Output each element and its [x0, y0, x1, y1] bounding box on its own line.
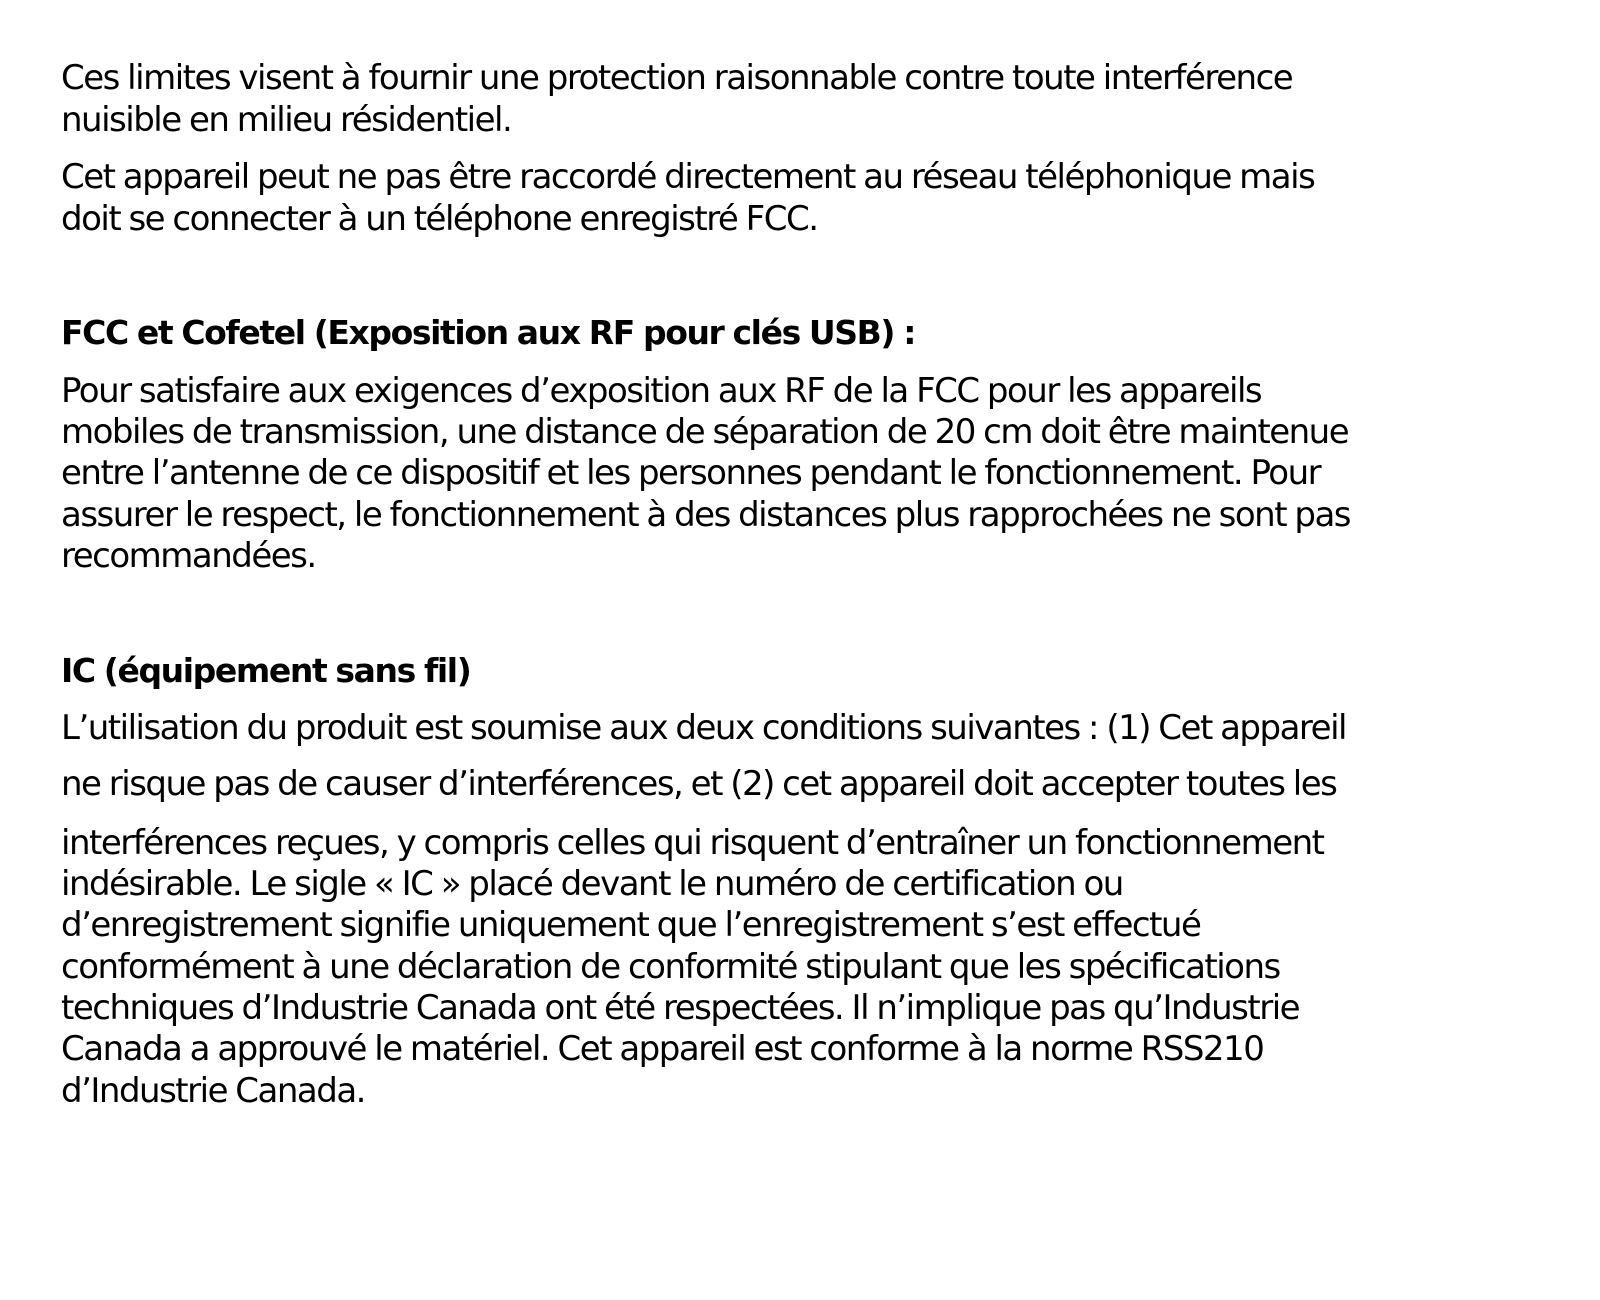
fcc-body-line: Pour satisfaire aux exigences d’exposition aux RF de la FCC pour les appareils — [61, 371, 1262, 411]
fcc-body-line: assurer le respect, le fonctionnement à des distances plus rapprochées ne sont pas — [61, 495, 1350, 535]
intro-paragraph-1-line: Ces limites visent à fournir une protection raisonnable contre toute interférence — [61, 58, 1293, 98]
intro-paragraph-1-line: nuisible en milieu résidentiel. — [61, 100, 512, 140]
ic-body-line: d’Industrie Canada. — [61, 1071, 365, 1111]
ic-body-line: conformément à une déclaration de conformité stipulant que les spécifications — [61, 947, 1280, 987]
ic-body-line: techniques d’Industrie Canada ont été respectées. Il n’implique pas qu’Industrie — [61, 988, 1300, 1028]
ic-section-heading: IC (équipement sans fil) — [61, 651, 471, 690]
ic-body-line: indésirable. Le sigle « IC » placé devant le numéro de certification ou — [61, 864, 1123, 904]
fcc-body-line: mobiles de transmission, une distance de séparation de 20 cm doit être maintenue — [61, 412, 1349, 452]
intro-paragraph-2-line: Cet appareil peut ne pas être raccordé directement au réseau téléphonique mais — [61, 157, 1315, 197]
ic-body-line: L’utilisation du produit est soumise aux deux conditions suivantes : (1) Cet appareil — [61, 708, 1346, 748]
ic-body-line: d’enregistrement signifie uniquement que l’enregistrement s’est effectué — [61, 905, 1201, 945]
ic-body-line: Canada a approuvé le matériel. Cet appareil est conforme à la norme RSS210 — [61, 1029, 1264, 1069]
ic-body-line: ne risque pas de causer d’interférences, et (2) cet appareil doit accepter toutes les — [61, 764, 1337, 804]
intro-paragraph-2-line: doit se connecter à un téléphone enregistré FCC. — [61, 199, 818, 239]
fcc-section-heading: FCC et Cofetel (Exposition aux RF pour clés USB) : — [61, 313, 915, 352]
fcc-body-line: entre l’antenne de ce dispositif et les personnes pendant le fonctionnement. Pour — [61, 453, 1321, 493]
fcc-body-line: recommandées. — [61, 536, 316, 576]
ic-body-line: interférences reçues, y compris celles qui risquent d’entraîner un fonctionnement — [61, 823, 1324, 863]
